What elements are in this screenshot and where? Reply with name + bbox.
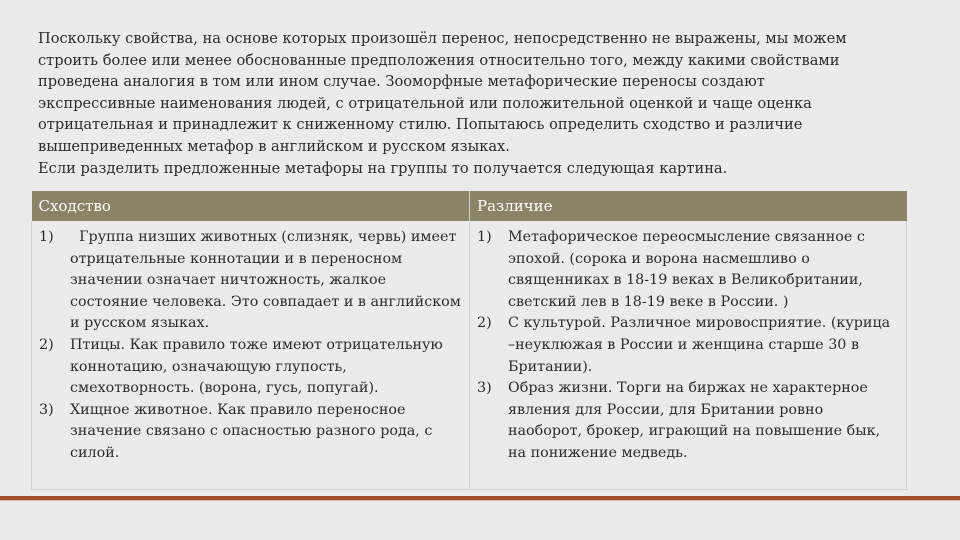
list-text: Образ жизни. Торги на биржах не характерное явления для России, для Британии ровно наоборот, брокер, играющий на повышение бык, на понижение медведь.	[508, 380, 881, 461]
similarity-cell	[32, 221, 470, 490]
list-text: С культурой. Различное мировосприятие. (курица –неуклюжая в России и женщина старше 30 в Британии).	[508, 315, 891, 375]
difference-list	[477, 227, 900, 465]
header-similarity: Сходство	[32, 191, 470, 221]
comparison-table	[31, 191, 907, 490]
intro-line: вышеприведенных метафор в английском и русском языках.	[38, 137, 510, 155]
intro-paragraph	[38, 28, 918, 179]
difference-cell	[470, 221, 907, 490]
bottom-accent-rule-shadow	[0, 500, 960, 501]
list-number: 2)	[477, 315, 492, 332]
list-item	[477, 378, 900, 464]
list-item	[39, 227, 466, 335]
intro-line: Если разделить предложенные метафоры на группы то получается следующая картина.	[38, 159, 728, 177]
list-number: 1)	[39, 229, 54, 245]
list-item	[39, 400, 463, 465]
list-item	[477, 313, 900, 378]
intro-line: Поскольку свойства, на основе которых произошёл перенос, непосредственно не выражены, мы можем	[38, 30, 847, 47]
list-number: 2)	[39, 336, 54, 353]
intro-line: строить более или менее обоснованные предположения относительно того, между какими свойствами	[38, 51, 840, 69]
list-text: Птицы. Как правило тоже имеют отрицательную коннотацию, означающую глупость, смехотворность. (ворона, гусь, попугай).	[70, 336, 443, 397]
list-number: 1)	[477, 229, 492, 245]
table-header-row	[32, 191, 907, 221]
table-row	[32, 221, 907, 490]
list-number: 3)	[39, 401, 54, 418]
similarity-list	[39, 227, 466, 465]
intro-line: проведена аналогия в том или ином случае. Зооморфные метафорические переносы создают	[38, 73, 765, 91]
list-text: Метафорическое переосмысление связанное с эпохой. (сорока и ворона насмешливо о священниках в 18-19 веках в Великобритании, светский лев в 18-19 веке в России. )	[508, 229, 865, 310]
list-number: 3)	[477, 380, 492, 397]
intro-line: отрицательная и принадлежит к сниженному стилю. Попытаюсь определить сходство и различие	[38, 116, 803, 134]
list-text: Группа низших животных (слизняк, червь) имеет отрицательные коннотации и в переносном значении означает ничтожность, жалкое состояние человека. Это совпадает и в английском и русском языках.	[70, 229, 466, 332]
intro-line: экспрессивные наименования людей, с отрицательной или положительной оценкой и чаще оценка	[38, 94, 812, 112]
header-difference: Различие	[470, 191, 907, 221]
list-text: Хищное животное. Как правило переносное значение связано с опасностью разного рода, с силой.	[70, 401, 433, 461]
list-item	[39, 335, 463, 400]
list-item	[477, 227, 900, 313]
